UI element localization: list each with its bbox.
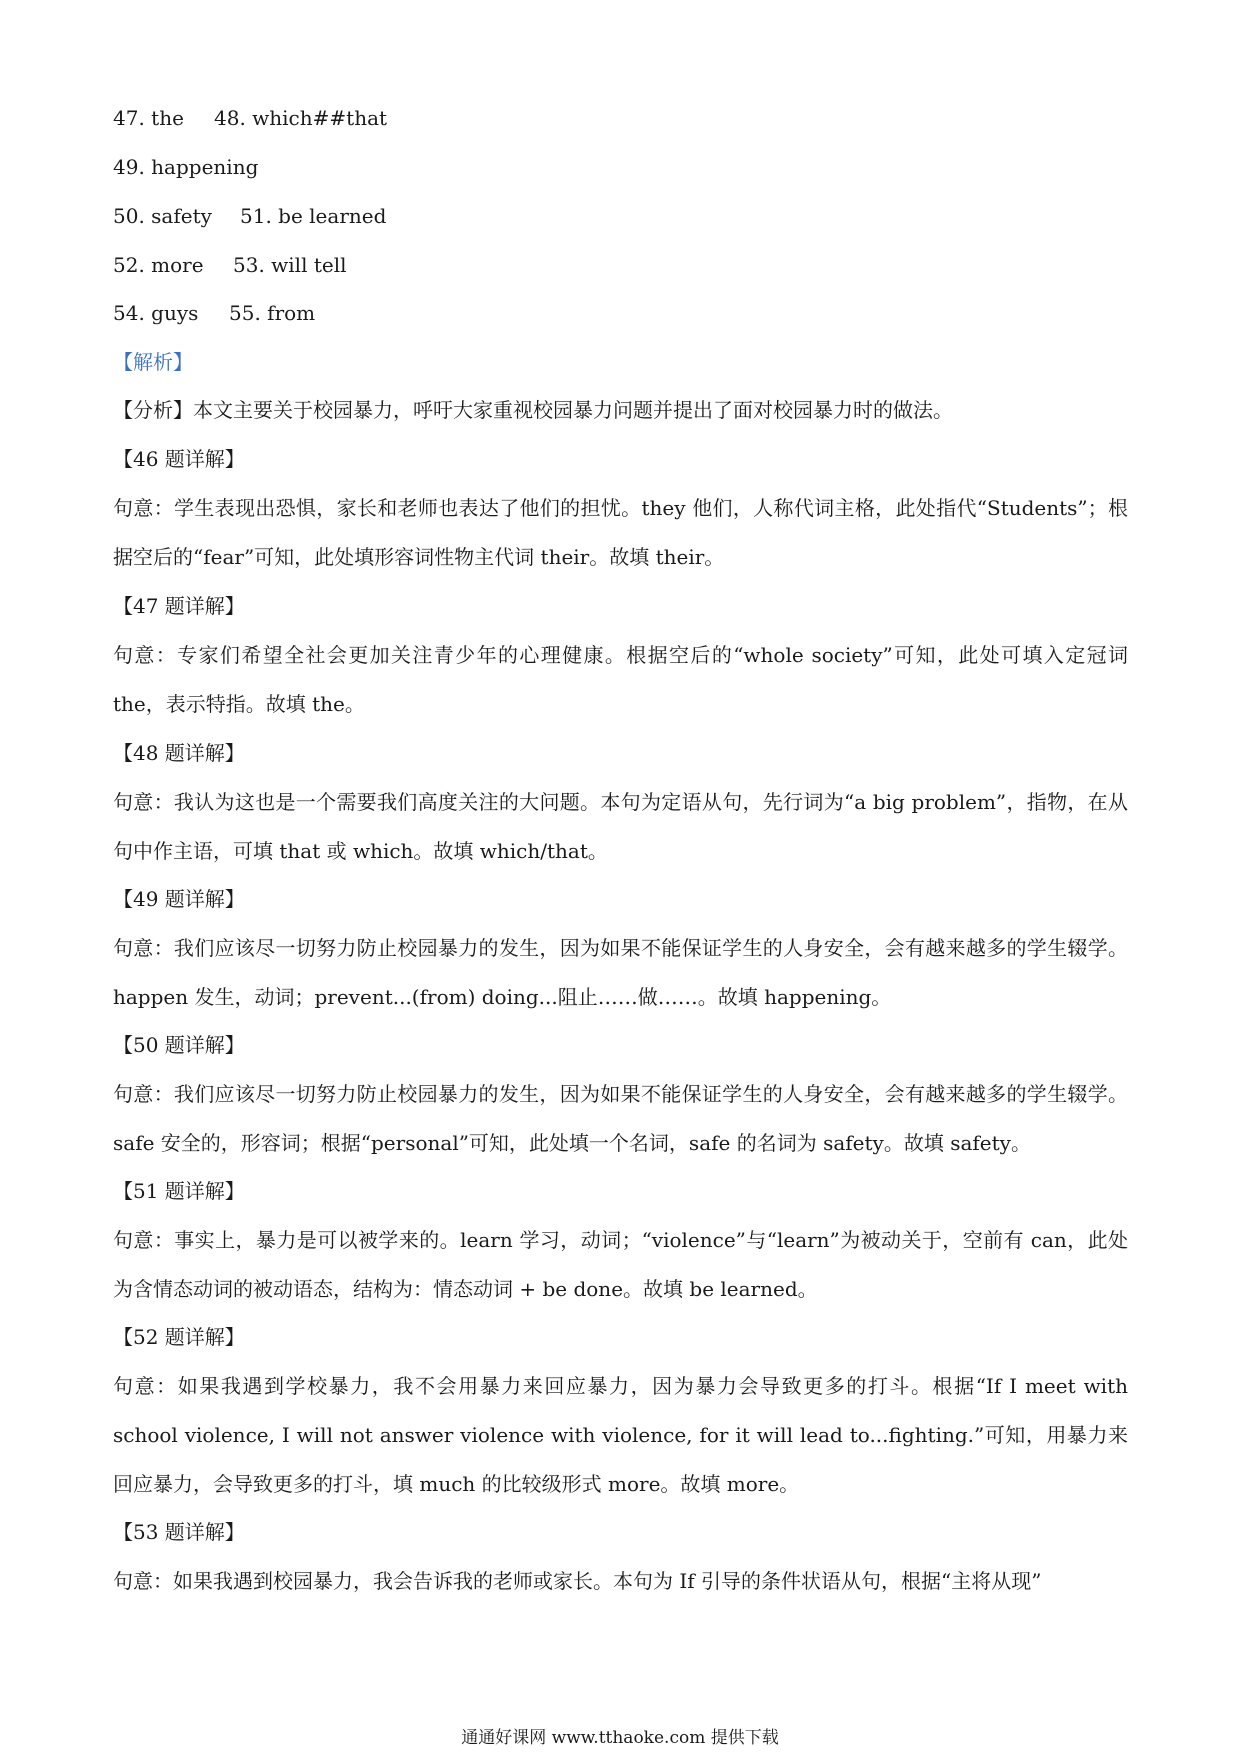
analysis-paragraph: 【分析】本文主要关于校园暴力，呼吁大家重视校园暴力问题并提出了面对校园暴力时的做法。 [113,398,953,422]
q46-heading: 【46 题详解】 [113,447,245,471]
answer-52: 52. more [113,253,204,277]
answer-53: 53. will tell [233,253,347,277]
footer-source: 通通好课网 www.tthaoke.com 提供下载 [461,1728,779,1748]
q49-body: 句意：我们应该尽一切努力防止校园暴力的发生，因为如果不能保证学生的人身安全，会有越来越多的学生辍学。happen 发生，动词；prevent...(from) doing...阻止……做……。故填 happening。 [113,936,1128,1009]
q49-heading: 【49 题详解】 [113,887,245,911]
answer-50: 50. safety [113,204,212,228]
answer-47: 47. the [113,106,184,130]
answer-51: 51. be learned [240,204,387,228]
q50-heading: 【50 题详解】 [113,1033,245,1057]
q46-body: 句意：学生表现出恐惧，家长和老师也表达了他们的担忧。they 他们，人称代词主格，此处指代“Students”；根据空后的“fear”可知，此处填形容词性物主代词 their。故填 their。 [113,496,1128,569]
q52-heading: 【52 题详解】 [113,1325,245,1349]
q47-heading: 【47 题详解】 [113,594,245,618]
q52-body: 句意：如果我遇到学校暴力，我不会用暴力来回应暴力，因为暴力会导致更多的打斗。根据“If I meet with school violence, I will not answer violence with violence, for it will lead to...fighting.”可知，用暴力来回应暴力，会导致更多的打斗，填 much 的比较级形式 more。故填 more。 [113,1374,1128,1496]
jiexi-label: 【解析】 [113,350,193,374]
answer-54: 54. guys [113,301,199,325]
answer-49: 49. happening [113,155,259,179]
q51-body: 句意：事实上，暴力是可以被学来的。learn 学习，动词；“violence”与“learn”为被动关于，空前有 can，此处为含情态动词的被动语态，结构为：情态动词 + be done。故填 be learned。 [113,1228,1128,1301]
q53-body: 句意：如果我遇到校园暴力，我会告诉我的老师或家长。本句为 If 引导的条件状语从句，根据“主将从现” [113,1569,1042,1593]
answer-48: 48. which##that [214,106,388,130]
q48-body: 句意：我认为这也是一个需要我们高度关注的大问题。本句为定语从句，先行词为“a big problem”，指物，在从句中作主语，可填 that 或 which。故填 which/that。 [113,790,1128,863]
q53-heading: 【53 题详解】 [113,1520,245,1544]
q48-heading: 【48 题详解】 [113,741,245,765]
q50-body: 句意：我们应该尽一切努力防止校园暴力的发生，因为如果不能保证学生的人身安全，会有越来越多的学生辍学。safe 安全的，形容词；根据“personal”可知，此处填一个名词，safe 的名词为 safety。故填 safety。 [113,1082,1128,1155]
answer-55: 55. from [229,301,316,325]
q51-heading: 【51 题详解】 [113,1179,245,1203]
q47-body: 句意：专家们希望全社会更加关注青少年的心理健康。根据空后的“whole society”可知，此处可填入定冠词 the，表示特指。故填 the。 [113,643,1128,716]
